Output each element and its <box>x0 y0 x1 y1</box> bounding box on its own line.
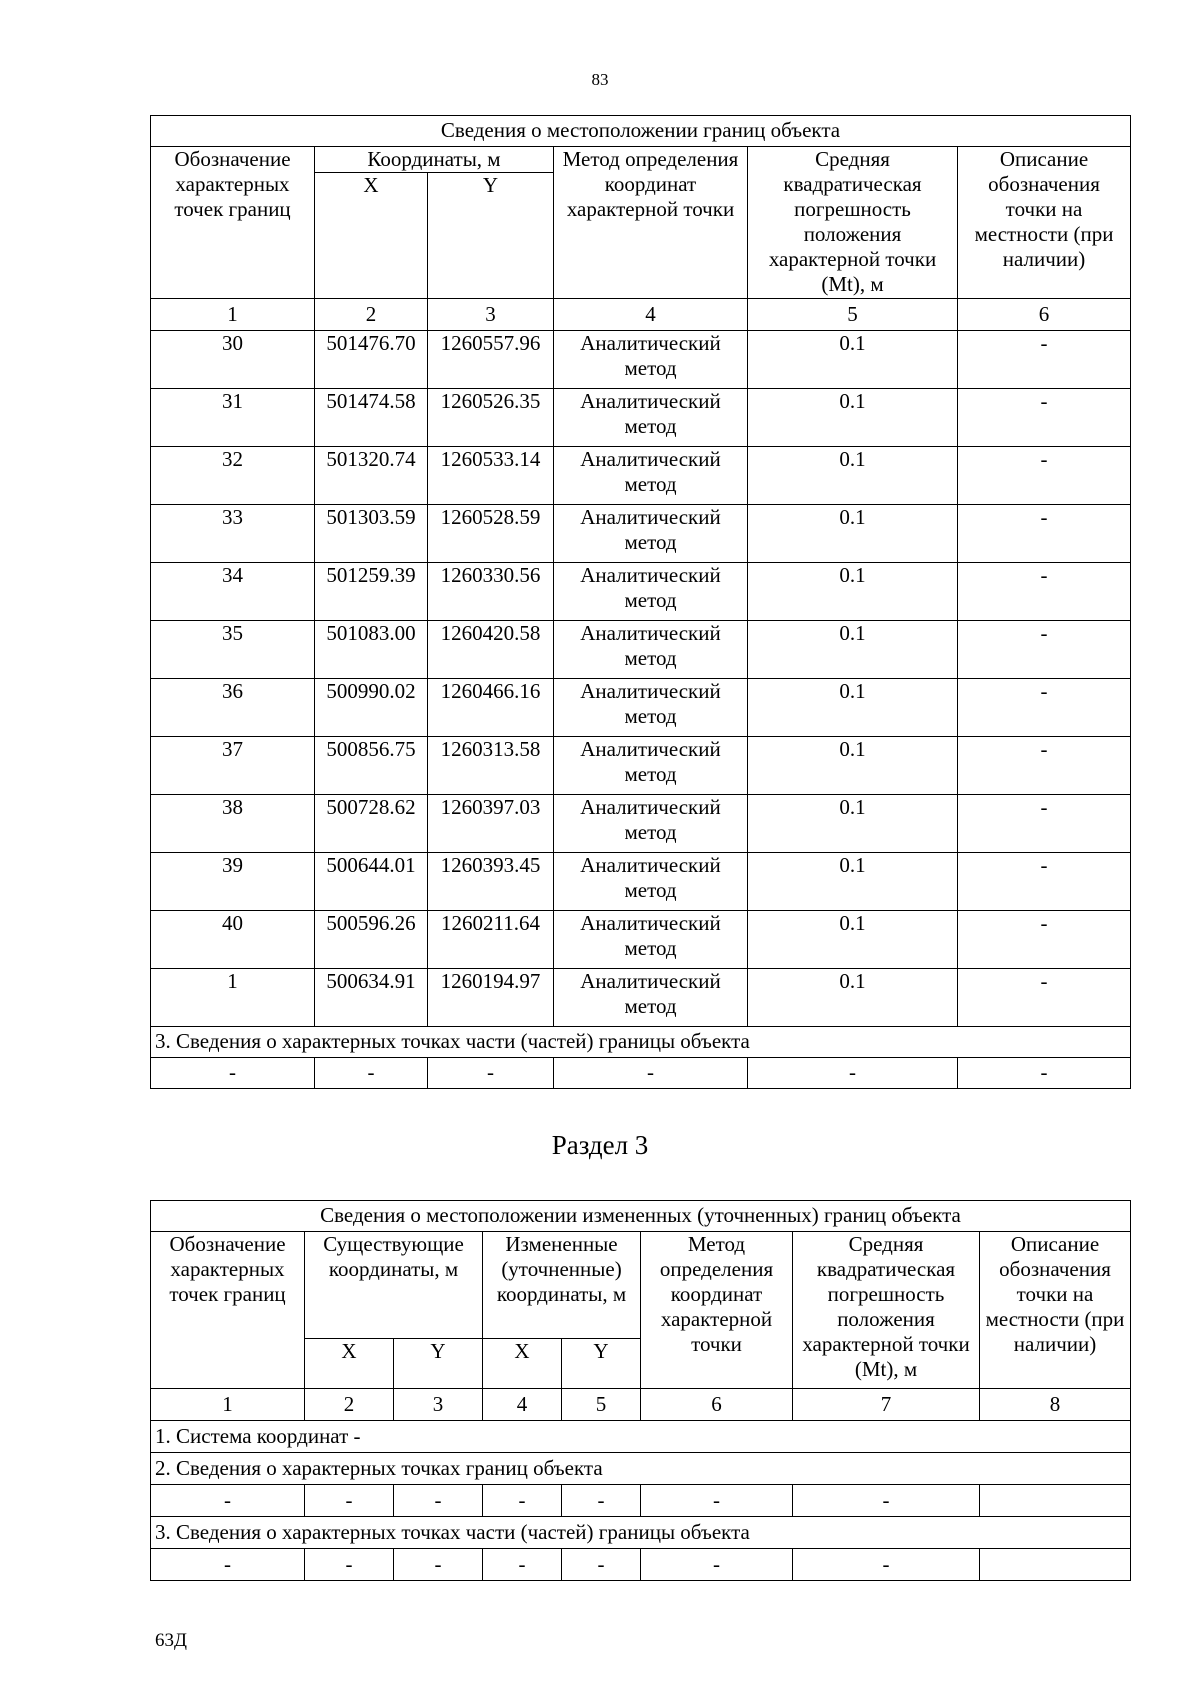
table-cell-method: Аналитический метод <box>554 563 748 621</box>
table-cell-x: 501303.59 <box>315 505 428 563</box>
table-cell-method: Аналитический метод <box>554 679 748 737</box>
boundary-location-table <box>150 115 1131 1089</box>
header-description: Описание обозначения точки на местности (при наличии) <box>958 147 1131 299</box>
table-cell-method: Аналитический метод <box>554 795 748 853</box>
table-cell: - <box>562 1485 641 1517</box>
footer-code: 63Д <box>155 1630 187 1651</box>
table-cell-point: 30 <box>151 331 315 389</box>
table-cell-y: 1260393.45 <box>428 853 554 911</box>
table-cell-description: - <box>958 563 1131 621</box>
table-row <box>151 505 1131 563</box>
header-existing-y: Y <box>394 1339 483 1389</box>
column-number: 8 <box>980 1389 1131 1421</box>
table-cell-x: 501474.58 <box>315 389 428 447</box>
table-cell-x: 500990.02 <box>315 679 428 737</box>
header-method: Метод определения координат характерной точки <box>641 1232 793 1389</box>
table-cell: - <box>483 1549 562 1581</box>
table-cell-y: 1260211.64 <box>428 911 554 969</box>
table-cell-accuracy: 0.1 <box>748 795 958 853</box>
table1-body <box>151 331 1131 1027</box>
table-cell-point: 1 <box>151 969 315 1027</box>
column-number: 6 <box>958 299 1131 331</box>
table-cell-method: Аналитический метод <box>554 331 748 389</box>
table-row <box>151 447 1131 505</box>
column-number: 5 <box>748 299 958 331</box>
table-cell-x: 500856.75 <box>315 737 428 795</box>
table-cell-description: - <box>958 447 1131 505</box>
table-cell-x: 501083.00 <box>315 621 428 679</box>
column-number: 2 <box>305 1389 394 1421</box>
page-number: 83 <box>591 70 609 89</box>
table-cell: - <box>641 1549 793 1581</box>
table-row <box>151 621 1131 679</box>
column-number: 4 <box>483 1389 562 1421</box>
table-cell-x: 500644.01 <box>315 853 428 911</box>
table-cell-accuracy: 0.1 <box>748 679 958 737</box>
table-cell-description: - <box>958 737 1131 795</box>
table-cell-description: - <box>958 969 1131 1027</box>
table-row <box>151 563 1131 621</box>
table-cell: - <box>305 1549 394 1581</box>
table-cell-x: 500634.91 <box>315 969 428 1027</box>
table-cell: - <box>958 1058 1131 1089</box>
header-accuracy: Средняя квадратическая погрешность положения характерной точки (Mt), м <box>793 1232 980 1389</box>
column-number: 1 <box>151 299 315 331</box>
table2-section1-label: 1. Система координат - <box>151 1421 1131 1453</box>
table-cell: - <box>748 1058 958 1089</box>
table-cell <box>980 1549 1131 1581</box>
table-cell-y: 1260330.56 <box>428 563 554 621</box>
table-cell-description: - <box>958 621 1131 679</box>
table-cell-description: - <box>958 679 1131 737</box>
table-cell-point: 33 <box>151 505 315 563</box>
table-cell-method: Аналитический метод <box>554 621 748 679</box>
table-cell: - <box>305 1485 394 1517</box>
table-cell-x: 500596.26 <box>315 911 428 969</box>
table-cell-x: 501259.39 <box>315 563 428 621</box>
table-cell-method: Аналитический метод <box>554 737 748 795</box>
table-cell: - <box>554 1058 748 1089</box>
header-point-designation: Обозначение характерных точек границ <box>151 1232 305 1389</box>
column-number: 3 <box>428 299 554 331</box>
table-cell-point: 39 <box>151 853 315 911</box>
table-cell-y: 1260466.16 <box>428 679 554 737</box>
table-cell: - <box>641 1485 793 1517</box>
changed-boundary-table <box>150 1200 1131 1581</box>
table-row <box>151 679 1131 737</box>
table-cell: - <box>793 1549 980 1581</box>
table-cell: - <box>562 1549 641 1581</box>
table-cell: - <box>315 1058 428 1089</box>
column-number: 7 <box>793 1389 980 1421</box>
table-cell-accuracy: 0.1 <box>748 505 958 563</box>
table1-title: Сведения о местоположении границ объекта <box>151 116 1131 147</box>
table-cell-point: 40 <box>151 911 315 969</box>
table-cell-description: - <box>958 389 1131 447</box>
table-cell-x: 501476.70 <box>315 331 428 389</box>
table-cell: - <box>394 1485 483 1517</box>
table-cell-method: Аналитический метод <box>554 447 748 505</box>
column-number: 5 <box>562 1389 641 1421</box>
table-cell-point: 37 <box>151 737 315 795</box>
table-cell-point: 35 <box>151 621 315 679</box>
table2-section2-label: 2. Сведения о характерных точках границ объекта <box>151 1453 1131 1485</box>
column-number: 2 <box>315 299 428 331</box>
header-existing-x: X <box>305 1339 394 1389</box>
header-changed-x: X <box>483 1339 562 1389</box>
table-cell-accuracy: 0.1 <box>748 621 958 679</box>
table-row <box>151 795 1131 853</box>
header-changed-y: Y <box>562 1339 641 1389</box>
table-cell: - <box>151 1549 305 1581</box>
column-number: 3 <box>394 1389 483 1421</box>
table-cell-description: - <box>958 331 1131 389</box>
table-cell-point: 32 <box>151 447 315 505</box>
table-cell: - <box>793 1485 980 1517</box>
column-number: 6 <box>641 1389 793 1421</box>
header-description: Описание обозначения точки на местности (при наличии) <box>980 1232 1131 1389</box>
table-cell-description: - <box>958 795 1131 853</box>
table-cell-x: 500728.62 <box>315 795 428 853</box>
table-row <box>151 853 1131 911</box>
table-row <box>151 737 1131 795</box>
header-y: Y <box>428 173 554 299</box>
table2-title: Сведения о местоположении измененных (уточненных) границ объекта <box>151 1201 1131 1232</box>
header-accuracy: Средняя квадратическая погрешность положения характерной точки (Mt), м <box>748 147 958 299</box>
table-cell-y: 1260420.58 <box>428 621 554 679</box>
table-cell: - <box>151 1058 315 1089</box>
table-cell-method: Аналитический метод <box>554 911 748 969</box>
header-existing-coordinates: Существующие координаты, м <box>305 1232 483 1339</box>
table2-section3-label: 3. Сведения о характерных точках части (частей) границы объекта <box>151 1517 1131 1549</box>
table-cell-accuracy: 0.1 <box>748 563 958 621</box>
table-cell-y: 1260557.96 <box>428 331 554 389</box>
section-heading: Раздел 3 <box>551 1130 649 1160</box>
table-row <box>151 389 1131 447</box>
table-cell-description: - <box>958 911 1131 969</box>
table-cell: - <box>428 1058 554 1089</box>
table-cell: - <box>151 1485 305 1517</box>
table-cell-point: 36 <box>151 679 315 737</box>
table-cell-y: 1260313.58 <box>428 737 554 795</box>
table-cell-accuracy: 0.1 <box>748 331 958 389</box>
table-cell-description: - <box>958 505 1131 563</box>
header-coordinates: Координаты, м <box>315 147 554 173</box>
table-cell-point: 34 <box>151 563 315 621</box>
table-cell-method: Аналитический метод <box>554 389 748 447</box>
table-cell-description: - <box>958 853 1131 911</box>
table-cell-y: 1260533.14 <box>428 447 554 505</box>
table-cell-accuracy: 0.1 <box>748 737 958 795</box>
table-cell-accuracy: 0.1 <box>748 969 958 1027</box>
column-number: 4 <box>554 299 748 331</box>
table-cell-accuracy: 0.1 <box>748 911 958 969</box>
table-row <box>151 911 1131 969</box>
table-cell-y: 1260194.97 <box>428 969 554 1027</box>
table-cell-method: Аналитический метод <box>554 505 748 563</box>
column-number: 1 <box>151 1389 305 1421</box>
table-cell-accuracy: 0.1 <box>748 447 958 505</box>
table-cell-y: 1260397.03 <box>428 795 554 853</box>
table1-section3-label: 3. Сведения о характерных точках части (частей) границы объекта <box>151 1027 1131 1058</box>
table-cell-y: 1260528.59 <box>428 505 554 563</box>
table-cell: - <box>483 1485 562 1517</box>
header-changed-coordinates: Измененные (уточненные) координаты, м <box>483 1232 641 1339</box>
table-cell <box>980 1485 1131 1517</box>
table-cell-method: Аналитический метод <box>554 853 748 911</box>
header-x: X <box>315 173 428 299</box>
table-cell: - <box>394 1549 483 1581</box>
header-method: Метод определения координат характерной точки <box>554 147 748 299</box>
table-cell-method: Аналитический метод <box>554 969 748 1027</box>
table-cell-accuracy: 0.1 <box>748 853 958 911</box>
table-row <box>151 969 1131 1027</box>
table-cell-y: 1260526.35 <box>428 389 554 447</box>
table-row <box>151 331 1131 389</box>
table-cell-point: 38 <box>151 795 315 853</box>
table-cell-accuracy: 0.1 <box>748 389 958 447</box>
table-cell-x: 501320.74 <box>315 447 428 505</box>
header-point-designation: Обозначение характерных точек границ <box>151 147 315 299</box>
table-cell-point: 31 <box>151 389 315 447</box>
